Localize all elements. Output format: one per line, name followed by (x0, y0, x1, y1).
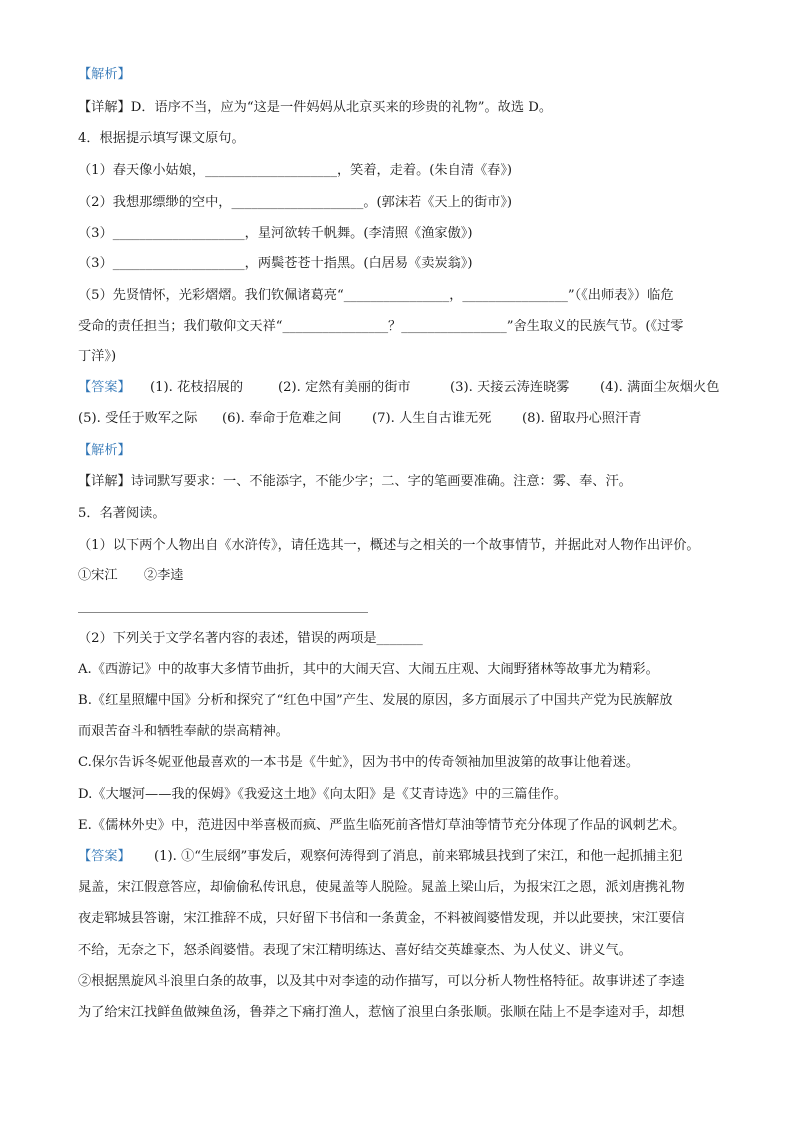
q4-item-2: （2）我想那缥缈的空中，____________________。(郭沫若《天上的街市》) (78, 195, 513, 210)
option-e: E.《儒林外史》中，范进因中举喜极而疯、严监生临死前吝惜灯草油等情节充分体现了作品的讽刺艺术。 (78, 818, 686, 833)
question-4-title: 4．根据提示填写课文原句。 (78, 131, 245, 146)
option-b-line2: 而艰苦奋斗和牺牲奉献的崇高精神。 (78, 724, 289, 739)
option-c: C.保尔告诉冬妮亚他最喜欢的一本书是《牛虻》，因为书中的传奇领袖加里波第的故事让他着迷。 (78, 755, 640, 770)
answer-paragraph-line1 (78, 846, 723, 868)
answer-item: (4). 满面尘灰烟火色 (600, 380, 720, 395)
detail-text: 【详解】D．语序不当，应为“这是一件妈妈从北京买来的珍贵的礼物”。故选 D。 (78, 100, 553, 115)
answer-blank-line (78, 612, 368, 613)
answer-paragraph-line3: 夜走郓城县答谢，宋江推辞不成，只好留下书信和一条黄金，不料被阎婆惜发现，并以此要挟，宋江要信 (78, 911, 685, 926)
analysis-tag: 【解析】 (78, 443, 131, 458)
answer-paragraph-line6: 为了给宋江找鲜鱼做辣鱼汤，鲁莽之下痛打渔人，惹恼了浪里白条张顺。张顺在陆上不是李逵对手，却想 (78, 1005, 685, 1020)
q4-item-3: （3）____________________，星河欲转千帆舞。(李清照《渔家傲》) (78, 226, 473, 241)
q4-item-5-line3: 丁洋》) (78, 349, 117, 364)
answer-tag: 【答案】 (78, 380, 131, 395)
question-5-title: 5．名著阅读。 (78, 506, 166, 521)
answer-item: (2). 定然有美丽的街市 (278, 380, 411, 395)
q4-item-5-line1: （5）先贤情怀，光彩熠熠。我们钦佩诸葛亮“________________，________________”（《出师表》）临危 (78, 288, 674, 303)
q4-item-1: （1）春天像小姑娘，____________________，笑着，走着。(朱自清《春》) (78, 163, 513, 178)
detail-text: 【详解】诗词默写要求：一、不能添字，不能少字；二、字的笔画要准确。注意：雾、奉、汗。 (78, 474, 632, 489)
answer-item: (3). 天接云涛连晓雾 (450, 380, 570, 395)
answer-row-2 (78, 408, 723, 430)
q4-item-5-line2: 受命的责任担当；我们敬仰文天祥“________________？________________”舍生取义的民族气节。(《过零 (78, 319, 684, 334)
answer-tag: 【答案】 (78, 849, 131, 864)
answer-row-1 (78, 377, 723, 399)
q5-options: ①宋江 ②李逵 (78, 568, 184, 583)
option-d: D.《大堰河——我的保姆》《我爱这土地》《向太阳》是《艾青诗选》中的三篇佳作。 (78, 787, 568, 802)
q5-part-2: （2）下列关于文学名著内容的表述，错误的两项是_______ (78, 631, 423, 646)
answer-item: (5). 受任于败军之际 (78, 411, 198, 426)
analysis-tag: 【解析】 (78, 67, 131, 82)
answer-item: (7). 人生自古谁无死 (372, 411, 492, 426)
answer-item: (1). 花枝招展的 (150, 380, 244, 395)
answer-item: (8). 留取丹心照汗青 (522, 411, 642, 426)
answer-paragraph-line5: ②根据黑旋风斗浪里白条的故事，以及其中对李逵的动作描写，可以分析人物性格特征。故事讲述了李逵 (78, 974, 685, 989)
answer-paragraph-line4: 不给，无奈之下，怒杀阎婆惜。表现了宋江精明练达、喜好结交英雄豪杰、为人仗义、讲义气。 (78, 943, 632, 958)
answer-paragraph-line2: 晁盖，宋江假意答应，却偷偷私传讯息，使晁盖等人脱险。晁盖上梁山后，为报宋江之恩，派刘唐携礼物 (78, 880, 685, 895)
option-b-line1: B.《红星照耀中国》分析和探究了“红色中国”产生、发展的原因，多方面展示了中国共产党为民族解放 (78, 693, 673, 708)
q4-item-4: （3）____________________，两鬓苍苍十指黑。(白居易《卖炭翁》) (78, 256, 473, 271)
q5-part-1: （1）以下两个人物出自《水浒传》，请任选其一，概述与之相关的一个故事情节，并据此对人物作出评价。 (78, 538, 700, 553)
answer-text: (1). ①“生辰纲”事发后，观察何涛得到了消息，前来郓城县找到了宋江，和他一起抓捕主犯 (154, 849, 683, 864)
option-a: A.《西游记》中的故事大多情节曲折，其中的大闹天宫、大闹五庄观、大闹野猪林等故事尤为精彩。 (78, 662, 659, 677)
answer-item: (6). 奉命于危难之间 (222, 411, 342, 426)
